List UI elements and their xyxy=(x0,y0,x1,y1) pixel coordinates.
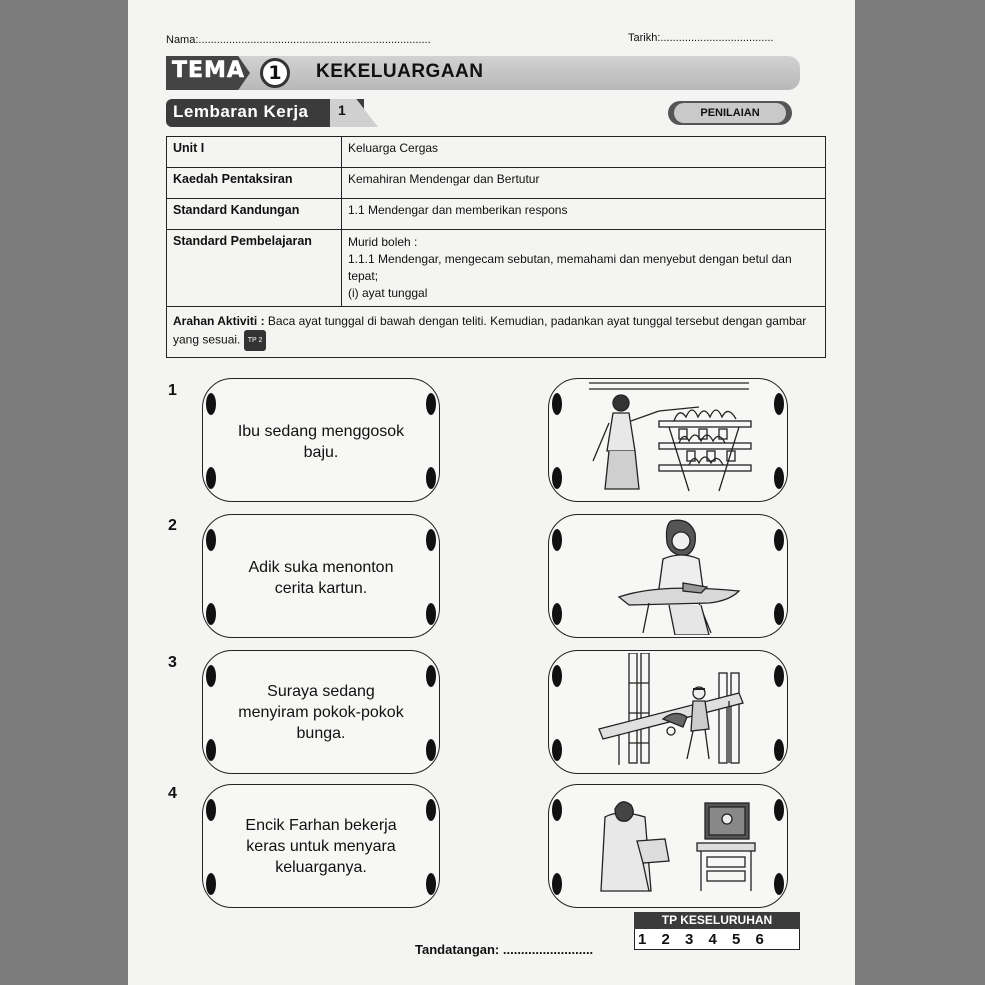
table-row xyxy=(167,137,826,168)
match-dot[interactable] xyxy=(206,529,216,551)
sentence-card-2[interactable] xyxy=(202,514,440,638)
instructions-text: Baca ayat tunggal di bawah dengan teliti. Kemudian, padankan ayat tunggal tersebut dengan gambar yang sesuai. xyxy=(173,314,807,347)
worksheet-page xyxy=(128,0,855,985)
sentence-line: cerita kartun. xyxy=(274,580,368,597)
instructions-label: Arahan Aktiviti : xyxy=(173,314,265,328)
sentence-line: Adik suka menonton xyxy=(248,559,394,576)
tema-label: TEMA xyxy=(172,58,245,83)
unit-value: Keluarga Cergas xyxy=(342,137,826,168)
table-row xyxy=(167,307,826,358)
info-table xyxy=(166,136,826,358)
match-dot[interactable] xyxy=(774,603,784,625)
match-dot[interactable] xyxy=(552,665,562,687)
girl-watering-plants-illustration xyxy=(579,381,759,499)
sentence-line: menyiram pokok-pokok xyxy=(238,704,404,721)
match-dot[interactable] xyxy=(552,529,562,551)
match-dot[interactable] xyxy=(426,467,436,489)
kaedah-key: Kaedah Pentaksiran xyxy=(167,168,342,199)
sentence-line: Suraya sedang xyxy=(267,683,375,700)
sentence-line: Encik Farhan bekerja xyxy=(245,817,397,834)
match-dot[interactable] xyxy=(552,467,562,489)
match-dot[interactable] xyxy=(206,603,216,625)
item-number-2: 2 xyxy=(168,517,177,534)
unit-key: Unit I xyxy=(167,137,342,168)
item-number-1: 1 xyxy=(168,382,177,399)
sentence-line: bunga. xyxy=(296,725,346,742)
match-dot[interactable] xyxy=(552,873,562,895)
match-dot[interactable] xyxy=(206,393,216,415)
sp-line-2: 1.1.1 Mendengar, mengecam sebutan, memahami dan menyebut dengan betul dan tepat; xyxy=(348,252,792,283)
sentence-line: Ibu sedang menggosok xyxy=(237,423,405,440)
mother-ironing-illustration xyxy=(579,517,759,635)
match-dot[interactable] xyxy=(206,467,216,489)
match-dot[interactable] xyxy=(774,799,784,821)
sentence-card-3[interactable] xyxy=(202,650,440,774)
signature-line[interactable]: Tandatangan: ......................... xyxy=(415,942,594,957)
name-dots: ............................................................................ xyxy=(198,34,431,46)
sp-key: Standard Pembelajaran xyxy=(167,230,342,307)
date-dots: ..................................... xyxy=(660,32,774,44)
activity-instructions xyxy=(167,307,826,358)
name-label: Nama: xyxy=(166,34,199,46)
item-number-3: 3 xyxy=(168,654,177,671)
sp-value xyxy=(342,230,826,307)
table-row xyxy=(167,199,826,230)
sentence-line: baju. xyxy=(303,444,339,461)
date-field[interactable] xyxy=(628,32,773,44)
match-dot[interactable] xyxy=(774,665,784,687)
sp-line-1: Murid boleh : xyxy=(348,235,418,249)
name-field[interactable] xyxy=(166,34,431,46)
table-row xyxy=(167,230,826,307)
picture-card-1[interactable] xyxy=(548,378,788,502)
picture-card-4[interactable] xyxy=(548,784,788,908)
tp2-badge: TP 2 xyxy=(244,330,267,351)
sentence-card-4[interactable] xyxy=(202,784,440,908)
item-number-4: 4 xyxy=(168,785,177,802)
tema-title: KEKELUARGAAN xyxy=(316,61,484,82)
worksheet-label: Lembaran Kerja xyxy=(173,102,309,121)
construction-worker-illustration xyxy=(579,653,759,771)
match-dot[interactable] xyxy=(774,467,784,489)
match-dot[interactable] xyxy=(774,529,784,551)
tp-overall-levels[interactable]: 1 2 3 4 5 6 xyxy=(638,931,765,948)
sp-line-3: (i) ayat tunggal xyxy=(348,286,428,300)
date-label: Tarikh: xyxy=(628,32,661,44)
child-watching-tv-illustration xyxy=(579,787,759,905)
match-dot[interactable] xyxy=(426,603,436,625)
table-row xyxy=(167,168,826,199)
tp-overall-title: TP KESELURUHAN xyxy=(634,912,800,929)
match-dot[interactable] xyxy=(552,799,562,821)
match-dot[interactable] xyxy=(552,393,562,415)
match-dot[interactable] xyxy=(774,873,784,895)
assessment-badge: PENILAIAN xyxy=(674,103,786,123)
tema-number: 1 xyxy=(260,58,290,88)
sentence-card-1[interactable] xyxy=(202,378,440,502)
match-dot[interactable] xyxy=(426,393,436,415)
sentence-line: keras untuk menyara xyxy=(246,838,396,855)
sk-key: Standard Kandungan xyxy=(167,199,342,230)
worksheet-number: 1 xyxy=(338,102,346,118)
picture-card-3[interactable] xyxy=(548,650,788,774)
kaedah-value: Kemahiran Mendengar dan Bertutur xyxy=(342,168,826,199)
match-dot[interactable] xyxy=(552,603,562,625)
match-dot[interactable] xyxy=(426,529,436,551)
match-dot[interactable] xyxy=(552,739,562,761)
match-dot[interactable] xyxy=(774,739,784,761)
sk-value: 1.1 Mendengar dan memberikan respons xyxy=(342,199,826,230)
picture-card-2[interactable] xyxy=(548,514,788,638)
sentence-line: keluarganya. xyxy=(275,859,367,876)
match-dot[interactable] xyxy=(774,393,784,415)
